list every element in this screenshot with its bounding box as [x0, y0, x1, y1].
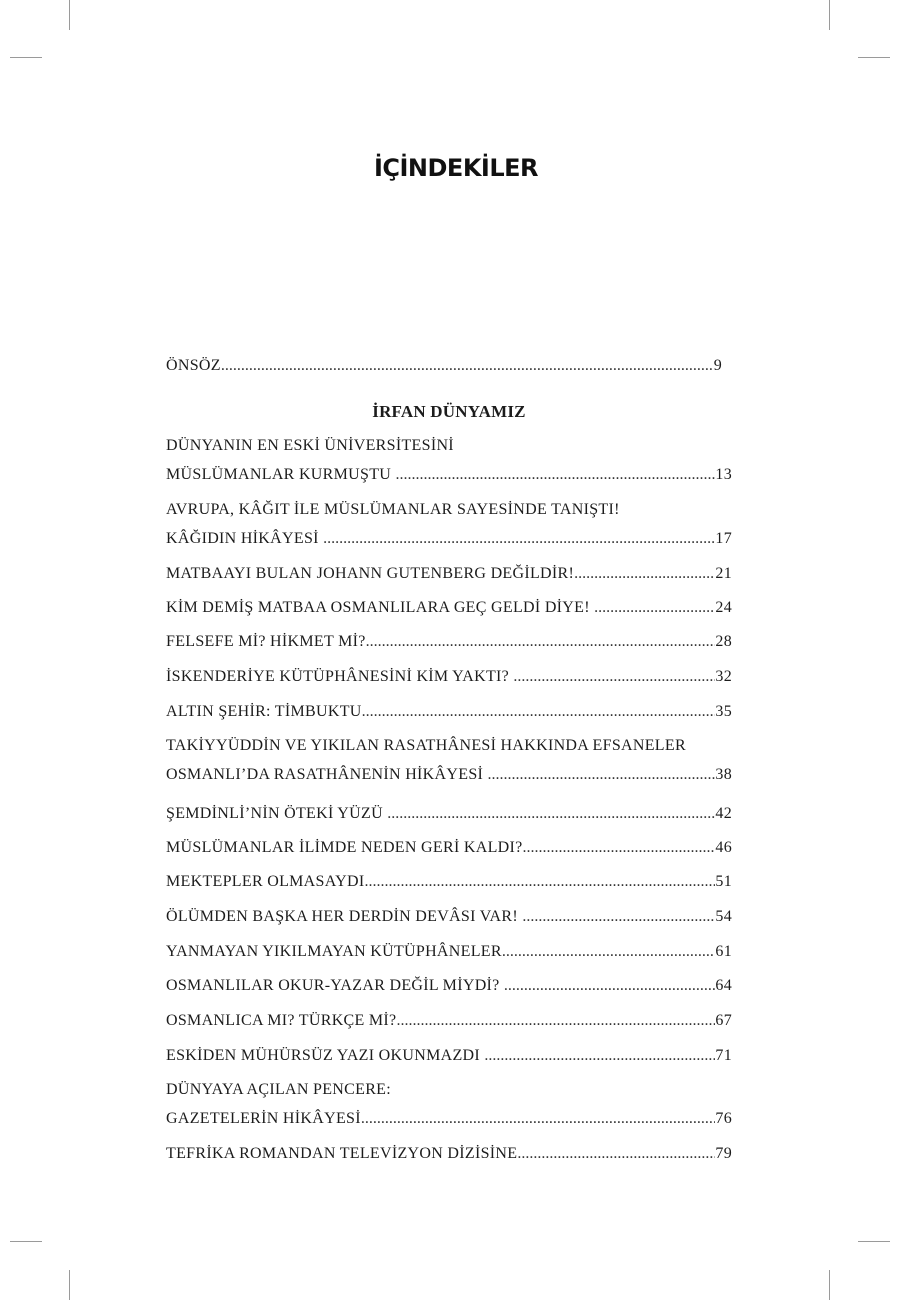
dot-leader — [574, 564, 715, 584]
toc-entry-title: OSMANLI’DA RASATHÂNENİN HİKÂYESİ — [166, 766, 488, 783]
toc-page-number: 71 — [715, 1047, 732, 1064]
dot-leader — [387, 804, 715, 824]
toc-entry[interactable] — [166, 500, 732, 549]
toc-entry[interactable] — [166, 1046, 732, 1066]
toc-page-number: 9 — [713, 357, 722, 374]
toc-page-number: 61 — [715, 943, 732, 960]
toc-page-number: 28 — [715, 633, 732, 650]
toc-entry[interactable] — [166, 872, 732, 892]
dot-leader — [523, 838, 716, 858]
dot-leader — [487, 765, 715, 785]
dot-leader — [364, 872, 715, 892]
toc-entry[interactable] — [166, 1011, 732, 1031]
dot-leader — [484, 1046, 715, 1066]
dot-leader — [504, 976, 716, 996]
dot-leader — [396, 1011, 715, 1031]
toc-entry-title: MÜSLÜMANLAR KURMUŞTU — [166, 466, 396, 483]
toc-entry-title-line1: DÜNYAYA AÇILAN PENCERE: — [166, 1081, 392, 1098]
dot-leader — [366, 632, 716, 652]
crop-mark — [858, 1241, 890, 1242]
toc-entry-title: ÖNSÖZ — [166, 357, 221, 374]
toc-entry-title: ŞEMDİNLİ’NİN ÖTEKİ YÜZÜ — [166, 805, 388, 822]
toc-page-number: 38 — [715, 766, 732, 783]
dot-leader — [362, 702, 716, 722]
section-heading: İRFAN DÜNYAMIZ — [372, 402, 526, 421]
toc-entry-title: MEKTEPLER OLMASAYDI — [166, 873, 365, 890]
toc-entry[interactable] — [166, 907, 732, 927]
toc-entry-title: ÖLÜMDEN BAŞKA HER DERDİN DEVÂSI VAR! — [166, 908, 523, 925]
toc-page-number: 42 — [715, 805, 732, 822]
dot-leader — [522, 907, 715, 927]
toc-page-number: 21 — [715, 565, 732, 582]
toc-entry[interactable] — [166, 1080, 732, 1129]
toc-entry-title: TEFRİKA ROMANDAN TELEVİZYON DİZİSİNE — [166, 1145, 518, 1162]
toc-entry[interactable] — [166, 976, 732, 996]
toc-page-number: 54 — [715, 908, 732, 925]
toc-entry-title-line1: DÜNYANIN EN ESKİ ÜNİVERSİTESİNİ — [166, 437, 454, 454]
toc-entry-title: İSKENDERİYE KÜTÜPHÂNESİNİ KİM YAKTI? — [166, 668, 514, 685]
dot-leader — [594, 598, 715, 618]
toc-entry[interactable] — [166, 632, 732, 652]
toc-entry[interactable] — [166, 736, 732, 785]
toc-entry-title: ALTIN ŞEHİR: TİMBUKTU — [166, 703, 362, 720]
toc-page-number: 35 — [715, 703, 732, 720]
toc-entry-title: MATBAAYI BULAN JOHANN GUTENBERG DEĞİLDİR! — [166, 565, 575, 582]
toc-entry-title-line1: TAKİYYÜDDİN VE YIKILAN RASATHÂNESİ HAKKINDA EFSANELER — [166, 737, 686, 754]
crop-mark — [69, 1270, 70, 1300]
crop-mark — [829, 0, 830, 30]
toc-page-number: 51 — [715, 873, 732, 890]
dot-leader — [361, 1109, 716, 1129]
toc-entry-title: MÜSLÜMANLAR İLİMDE NEDEN GERİ KALDI? — [166, 839, 523, 856]
toc-page-number: 13 — [715, 466, 732, 483]
crop-mark — [10, 57, 42, 58]
toc-page-number: 64 — [715, 977, 732, 994]
toc-entry[interactable] — [166, 942, 732, 962]
toc-page-number: 67 — [715, 1012, 732, 1029]
toc-entry-title: GAZETELERİN HİKÂYESİ — [166, 1110, 361, 1127]
toc-entry[interactable] — [166, 838, 732, 858]
toc-entry-title: KÂĞIDIN HİKÂYESİ — [166, 530, 324, 547]
dot-leader — [323, 529, 715, 549]
toc-entry[interactable] — [166, 702, 732, 722]
toc-page-number: 79 — [715, 1145, 732, 1162]
toc-page-number: 32 — [715, 668, 732, 685]
toc-entry-title: ESKİDEN MÜHÜRSÜZ YAZI OKUNMAZDI — [166, 1047, 485, 1064]
toc-entry-title: OSMANLILAR OKUR-YAZAR DEĞİL MİYDİ? — [166, 977, 504, 994]
dot-leader — [395, 465, 715, 485]
toc-entry-title: YANMAYAN YIKILMAYAN KÜTÜPHÂNELER — [166, 943, 502, 960]
toc-entry[interactable] — [166, 1144, 732, 1164]
toc-page-number: 17 — [715, 530, 732, 547]
dot-leader — [513, 667, 715, 687]
toc-entry[interactable] — [166, 667, 732, 687]
toc-entry[interactable] — [166, 564, 732, 584]
crop-mark — [858, 57, 890, 58]
toc-entry-title: OSMANLICA MI? TÜRKÇE Mİ? — [166, 1012, 397, 1029]
toc-entry-title-line1: AVRUPA, KÂĞIT İLE MÜSLÜMANLAR SAYESİNDE TANIŞTI! — [166, 501, 620, 518]
toc-entry-preface[interactable] — [166, 356, 732, 376]
toc-page-number: 46 — [715, 839, 732, 856]
toc-entry[interactable] — [166, 436, 732, 485]
toc-entry-title: FELSEFE Mİ? HİKMET Mİ? — [166, 633, 366, 650]
dot-leader — [517, 1144, 715, 1164]
toc-entry-title: KİM DEMİŞ MATBAA OSMANLILARA GEÇ GELDİ DİYE! — [166, 599, 595, 616]
page-title: İÇİNDEKİLER — [373, 154, 539, 182]
toc-entry[interactable] — [166, 598, 732, 618]
dot-leader — [221, 356, 714, 376]
crop-mark — [10, 1241, 42, 1242]
toc-page-number: 76 — [715, 1110, 732, 1127]
toc-entry[interactable] — [166, 804, 732, 824]
dot-leader — [502, 942, 716, 962]
toc-page-number: 24 — [715, 599, 732, 616]
crop-mark — [829, 1270, 830, 1300]
crop-mark — [69, 0, 70, 30]
